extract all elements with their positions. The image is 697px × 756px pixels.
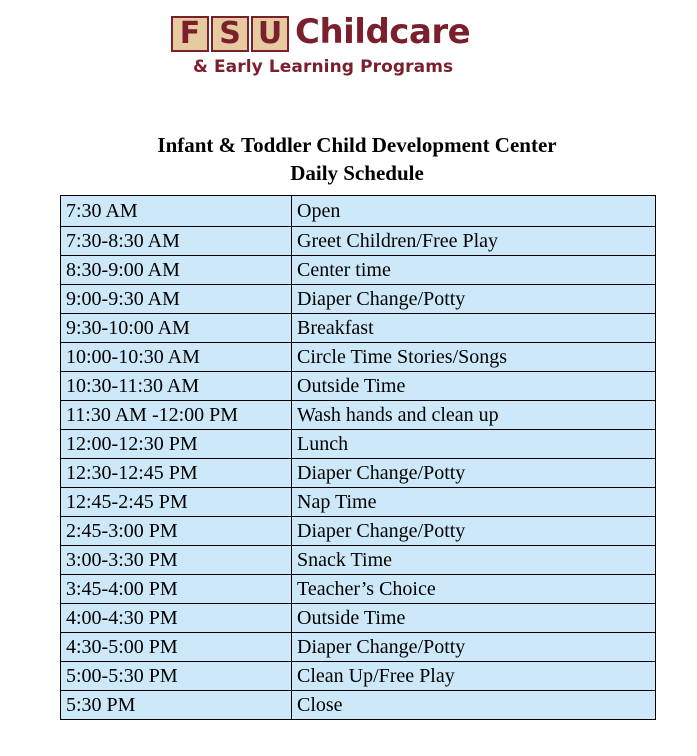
time-cell: 5:00-5:30 PM bbox=[61, 662, 292, 691]
logo-letter-blocks bbox=[171, 16, 289, 52]
activity-cell: Close bbox=[292, 691, 656, 720]
time-cell: 9:30-10:00 AM bbox=[61, 314, 292, 343]
table-row bbox=[61, 227, 656, 256]
table-row bbox=[61, 372, 656, 401]
activity-cell: Open bbox=[292, 196, 656, 227]
activity-cell: Teacher’s Choice bbox=[292, 575, 656, 604]
table-row bbox=[61, 401, 656, 430]
time-cell: 8:30-9:00 AM bbox=[61, 256, 292, 285]
page-subtitle: Daily Schedule bbox=[290, 161, 424, 185]
table-row bbox=[61, 662, 656, 691]
activity-cell: Snack Time bbox=[292, 546, 656, 575]
table-row bbox=[61, 285, 656, 314]
table-row bbox=[61, 517, 656, 546]
table-row bbox=[61, 604, 656, 633]
time-cell: 4:00-4:30 PM bbox=[61, 604, 292, 633]
activity-cell: Diaper Change/Potty bbox=[292, 633, 656, 662]
table-row bbox=[61, 196, 656, 227]
activity-cell: Wash hands and clean up bbox=[292, 401, 656, 430]
table-row bbox=[61, 633, 656, 662]
table-row bbox=[61, 691, 656, 720]
time-cell: 12:00-12:30 PM bbox=[61, 430, 292, 459]
activity-cell: Diaper Change/Potty bbox=[292, 517, 656, 546]
activity-cell: Lunch bbox=[292, 430, 656, 459]
time-cell: 2:45-3:00 PM bbox=[61, 517, 292, 546]
table-row bbox=[61, 314, 656, 343]
activity-cell: Clean Up/Free Play bbox=[292, 662, 656, 691]
activity-cell: Center time bbox=[292, 256, 656, 285]
time-cell: 7:30 AM bbox=[61, 196, 292, 227]
table-row bbox=[61, 546, 656, 575]
time-cell: 3:00-3:30 PM bbox=[61, 546, 292, 575]
activity-cell: Circle Time Stories/Songs bbox=[292, 343, 656, 372]
time-cell: 10:00-10:30 AM bbox=[61, 343, 292, 372]
activity-cell: Diaper Change/Potty bbox=[292, 285, 656, 314]
time-cell: 5:30 PM bbox=[61, 691, 292, 720]
table-row bbox=[61, 343, 656, 372]
time-cell: 11:30 AM -12:00 PM bbox=[61, 401, 292, 430]
time-cell: 10:30-11:30 AM bbox=[61, 372, 292, 401]
time-cell: 9:00-9:30 AM bbox=[61, 285, 292, 314]
fsu-childcare-logo bbox=[171, 12, 511, 82]
table-row bbox=[61, 430, 656, 459]
activity-cell: Outside Time bbox=[292, 604, 656, 633]
activity-cell: Diaper Change/Potty bbox=[292, 459, 656, 488]
activity-cell: Breakfast bbox=[292, 314, 656, 343]
activity-cell: Outside Time bbox=[292, 372, 656, 401]
table-row bbox=[61, 459, 656, 488]
time-cell: 12:30-12:45 PM bbox=[61, 459, 292, 488]
table-row bbox=[61, 575, 656, 604]
time-cell: 3:45-4:00 PM bbox=[61, 575, 292, 604]
activity-cell: Greet Children/Free Play bbox=[292, 227, 656, 256]
logo-tagline: & Early Learning Programs bbox=[193, 57, 454, 77]
logo-block-f: F bbox=[171, 16, 209, 52]
page-title: Infant & Toddler Child Development Center bbox=[157, 133, 557, 157]
logo-block-u: U bbox=[251, 16, 289, 52]
table-row bbox=[61, 256, 656, 285]
logo-block-s: S bbox=[211, 16, 249, 52]
table-row bbox=[61, 488, 656, 517]
time-cell: 4:30-5:00 PM bbox=[61, 633, 292, 662]
time-cell: 7:30-8:30 AM bbox=[61, 227, 292, 256]
logo-wordmark: Childcare bbox=[295, 12, 471, 52]
activity-cell: Nap Time bbox=[292, 488, 656, 517]
daily-schedule-table bbox=[60, 195, 656, 720]
time-cell: 12:45-2:45 PM bbox=[61, 488, 292, 517]
